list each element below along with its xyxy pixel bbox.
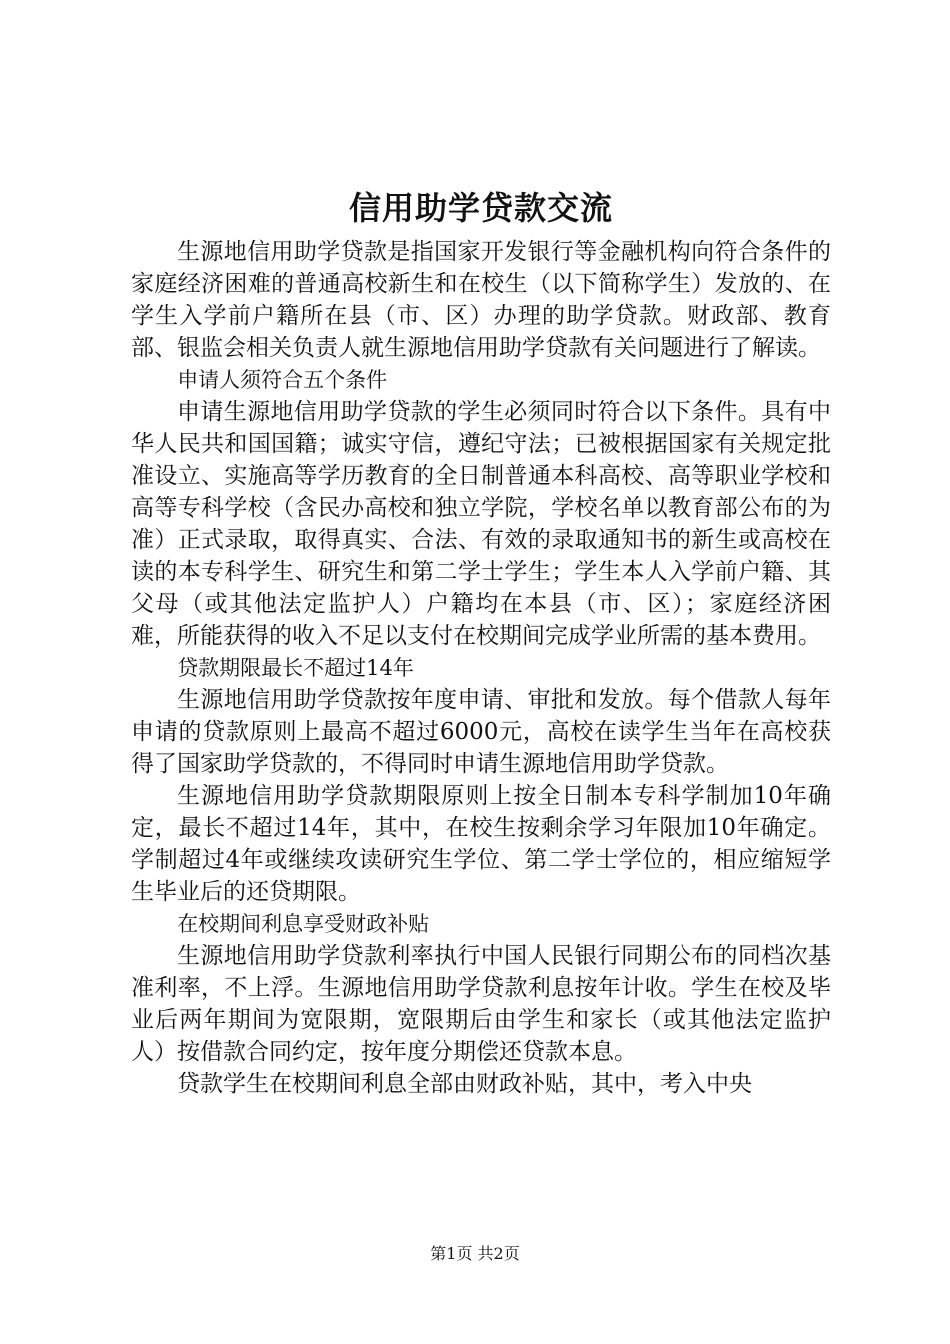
paragraph-subsidy: 贷款学生在校期间利息全部由财政补贴，其中，考入中央: [177, 1071, 752, 1097]
section-heading-loan-term: 贷款期限最长不超过14年: [177, 656, 414, 680]
paragraph-conditions: 申请生源地信用助学贷款的学生必须同时符合以下条件。具有中华人民共和国国籍；诚实守信，遵纪守法；已被根据国家有关规定批准设立、实施高等学历教育的全日制普通本科高校、高等职业学校和高等专科学校（含民办高校和独立学院，学校名单以教育部公布的为准）正式录取，取得真实、合法、有效的录取通知书的新生或高校在读的本专科学生、研究生和第二学士学生；学生本人入学前户籍、其父母（或其他法定监护人）户籍均在本县（市、区）；家庭经济困难，所能获得的收入不足以支付在校期间完成学业所需的基本费用。: [131, 399, 831, 649]
paragraph-annual-application: 生源地信用助学贷款按年度申请、审批和发放。每个借款人每年申请的贷款原则上最高不超过6000元，高校在读学生当年在高校获得了国家助学贷款的，不得同时申请生源地信用助学贷款。: [131, 687, 831, 777]
section-heading-interest-subsidy: 在校期间利息享受财政补贴: [177, 912, 430, 936]
document-body: [131, 180, 831, 1100]
page-footer: 第1页 共2页: [430, 1244, 520, 1263]
section-heading-conditions: 申请人须符合五个条件: [177, 368, 388, 392]
paragraph-interest-rate: 生源地信用助学贷款利率执行中国人民银行同期公布的同档次基准利率，不上浮。生源地信用助学贷款利息按年计收。学生在校及毕业后两年期间为宽限期，宽限期后由学生和家长（或其他法定监护人）按借款合同约定，按年度分期偿还贷款本息。: [131, 943, 831, 1065]
document-title: 信用助学贷款交流: [348, 189, 613, 227]
paragraph-intro: 生源地信用助学贷款是指国家开发银行等金融机构向符合条件的家庭经济困难的普通高校新生和在校生（以下简称学生）发放的、在学生入学前户籍所在县（市、区）办理的助学贷款。财政部、教育部、银监会相关负责人就生源地信用助学贷款有关问题进行了解读。: [131, 239, 831, 361]
paragraph-loan-term: 生源地信用助学贷款期限原则上按全日制本专科学制加10年确定，最长不超过14年，其中，在校生按剩余学习年限加10年确定。学制超过4年或继续攻读研究生学位、第二学士学位的，相应缩短学生毕业后的还贷期限。: [131, 783, 831, 905]
